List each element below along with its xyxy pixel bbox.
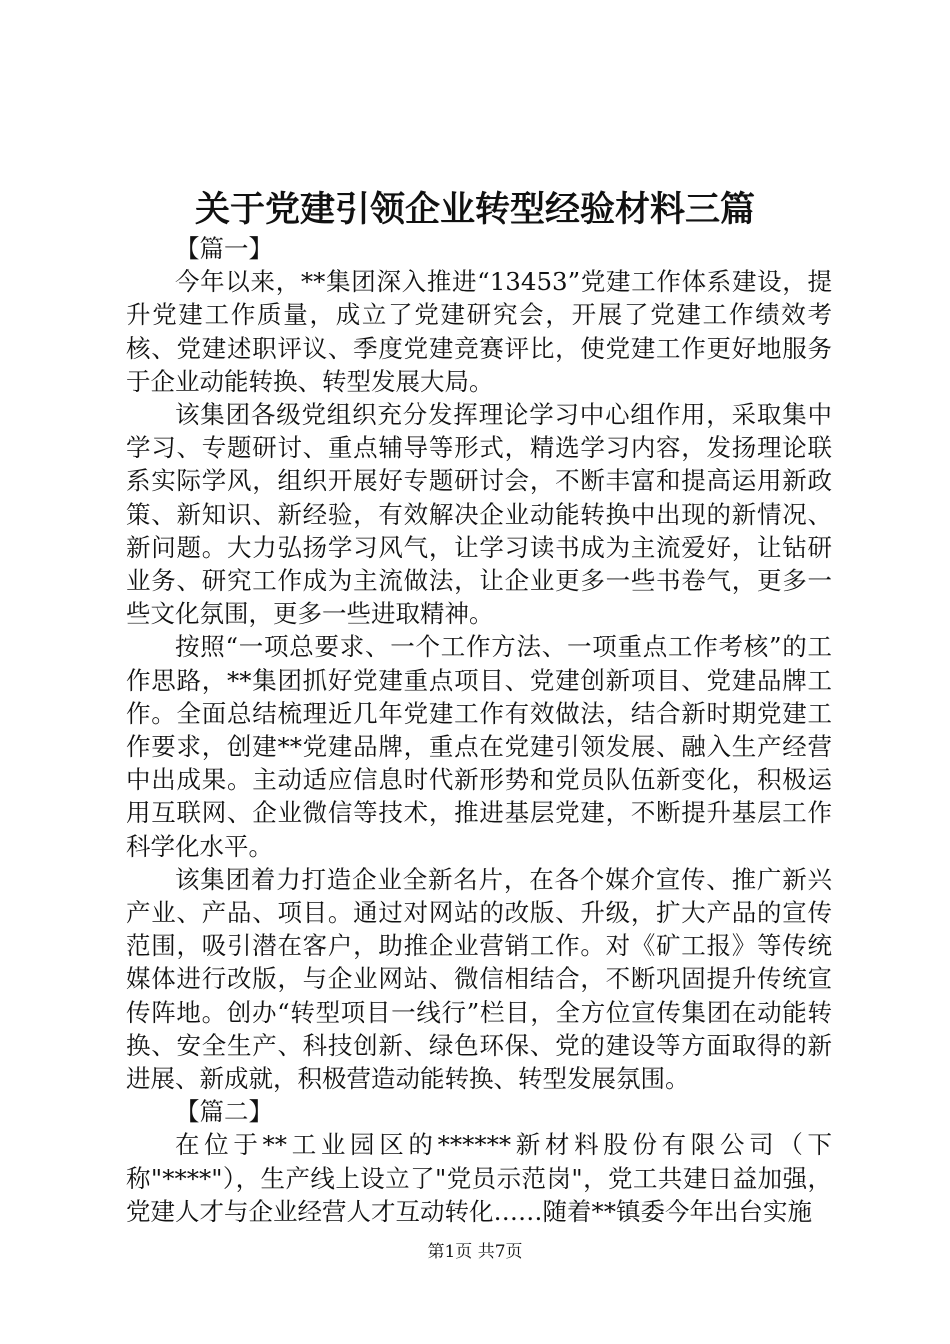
paragraph: 该集团各级党组织充分发挥理论学习中心组作用，采取集中学习、专题研讨、重点辅导等形式，精选学习内容，发扬理论联系实际学风，组织开展好专题研讨会，不断丰富和提高运用新政策、新知识、新经验，有效解决企业动能转换中出现的新情况、新问题。大力弘扬学习风气，让学习读书成为主流爱好，让钻研业务、研究工作成为主流做法，让企业更多一些书卷气，更多一些文化氛围，更多一些进取精神。 xyxy=(126,400,832,629)
paragraph: 按照“一项总要求、一个工作方法、一项重点工作考核”的工作思路，**集团抓好党建重点项目、党建创新项目、党建品牌工作。全面总结梳理近几年党建工作有效做法，结合新时期党建工作要求，创建**党建品牌，重点在党建引领发展、融入生产经营中出成果。主动适应信息时代新形势和党员队伍新变化，积极运用互联网、企业微信等技术，推进基层党建，不断提升基层工作科学化水平。 xyxy=(126,632,832,861)
section-heading: 【篇二】 xyxy=(175,1097,273,1127)
section-heading: 【篇一】 xyxy=(175,234,273,263)
page-footer: 第1页 共7页 xyxy=(427,1242,523,1262)
paragraph: 今年以来，**集团深入推进“13453”党建工作体系建设，提升党建工作质量，成立了党建研究会，开展了党建工作绩效考核、党建述职评议、季度党建竞赛评比，使党建工作更好地服务于企业动能转换、转型发展大局。 xyxy=(126,267,832,396)
paragraph: 在位于**工业园区的******新材料股份有限公司（下称"****"），生产线上设立了"党员示范岗"，党工共建日益加强，党建人才与企业经营人才互动转化……随着**镇委今年出台实施 xyxy=(126,1130,832,1226)
paragraph: 该集团着力打造企业全新名片，在各个媒介宣传、推广新兴产业、产品、项目。通过对网站的改版、升级，扩大产品的宣传范围，吸引潜在客户，助推企业营销工作。对《矿工报》等传统媒体进行改版，与企业网站、微信相结合，不断巩固提升传统宣传阵地。创办“转型项目一线行”栏目，全方位宣传集团在动能转换、安全生产、科技创新、绿色环保、党的建设等方面取得的新进展、新成就，积极营造动能转换、转型发展氛围。 xyxy=(126,864,832,1094)
document-title: 关于党建引领企业转型经验材料三篇 xyxy=(194,189,755,230)
document-body xyxy=(126,232,832,1228)
